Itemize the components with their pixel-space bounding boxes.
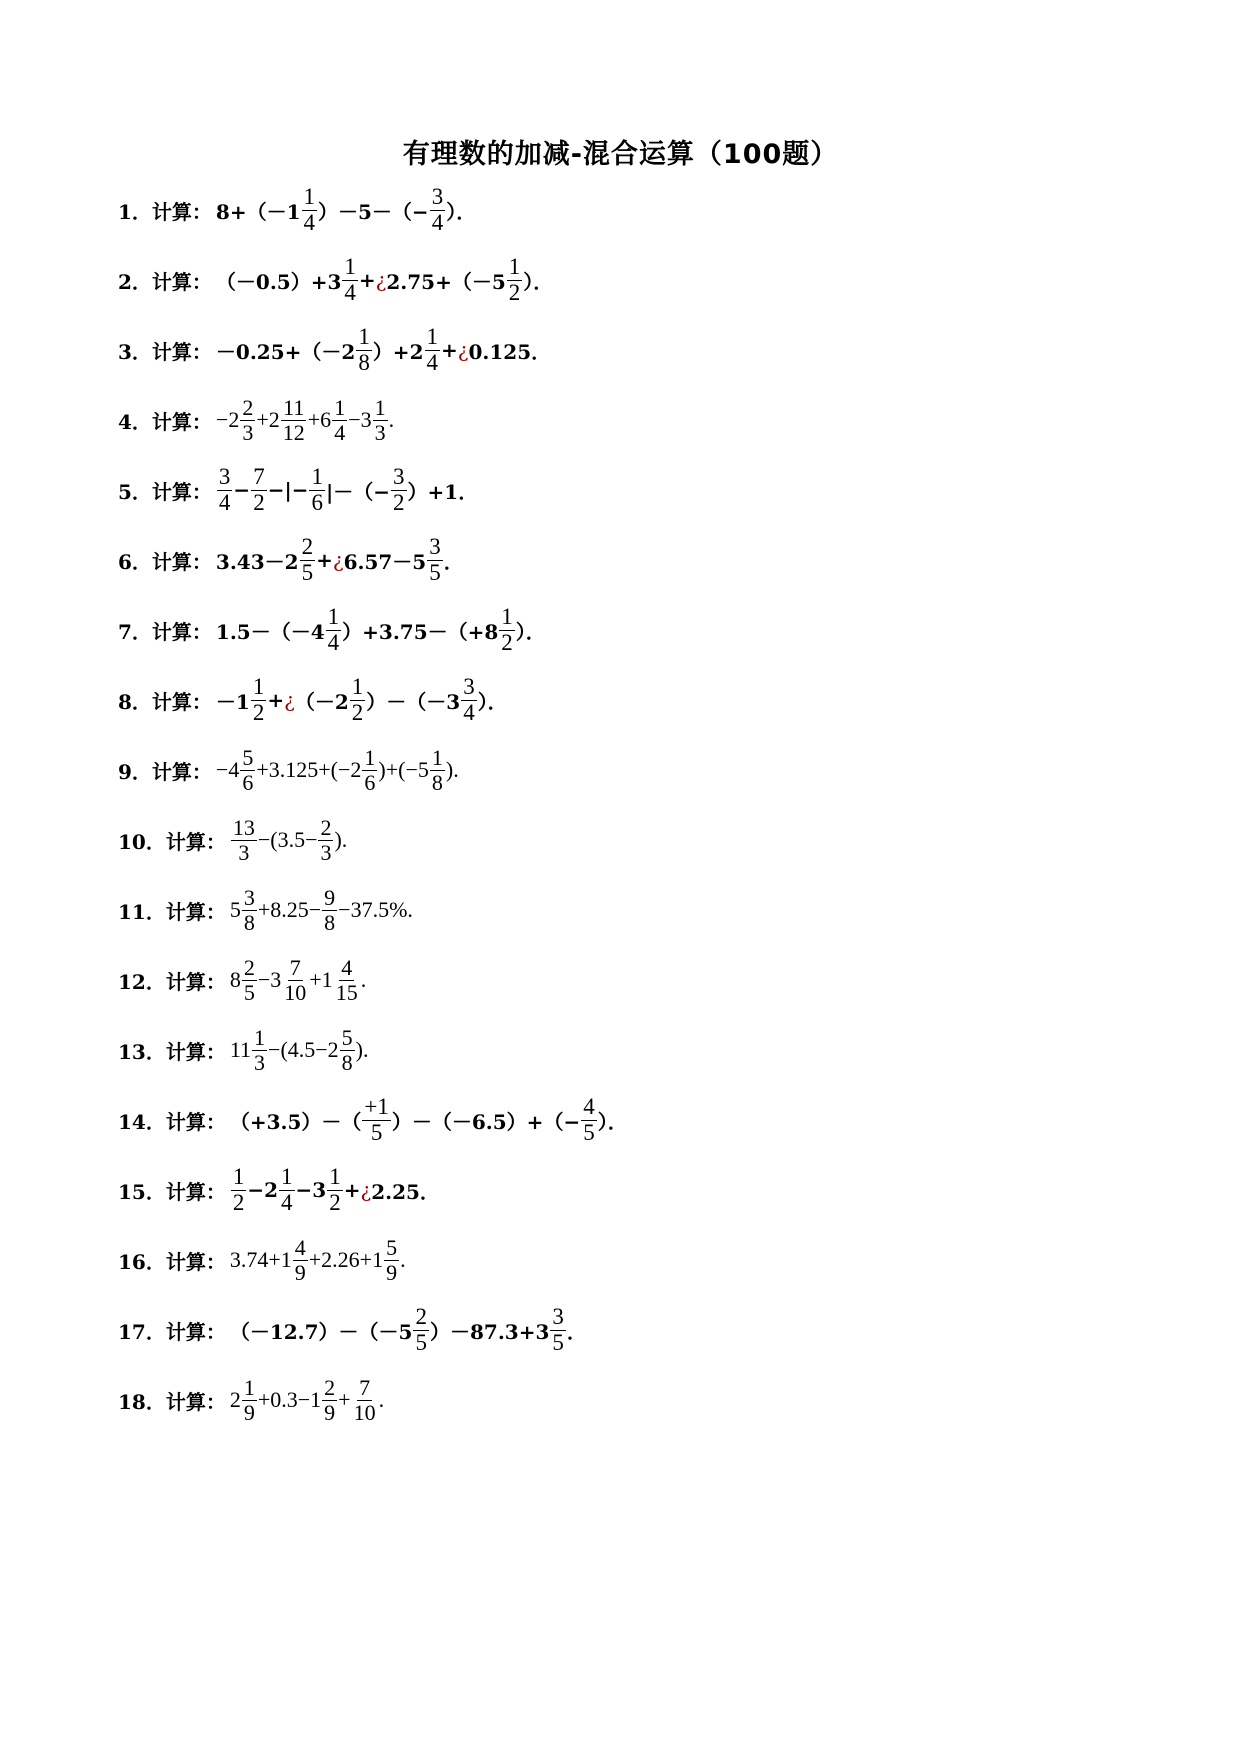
problem-label: 计算： [165,899,226,924]
expression-text: 2.25． [371,1179,440,1204]
fraction-denominator: 3 [374,419,386,445]
problem-label: 计算： [151,339,212,364]
expression-text: +3.125+(−2 [256,757,362,782]
problem-expression [216,746,459,793]
problem-expression [230,886,413,933]
fraction-denominator: 4 [218,489,231,515]
fraction-numerator: 1 [281,1164,293,1190]
expression-text: ． [443,549,464,574]
fraction-denominator: 8 [341,1049,353,1075]
fraction-denominator: 5 [370,1119,383,1145]
expression-text: ）． [477,689,508,714]
fraction-numerator: 1 [431,745,443,771]
expression-text: + [441,338,458,362]
expression-text: 2 [229,1387,241,1412]
fraction [240,746,255,793]
fraction-numerator: 3 [463,674,475,700]
fraction-numerator: 1 [232,1164,245,1190]
problem-label: 计算： [151,759,212,784]
expression-text: + [267,688,285,712]
fraction [309,465,325,514]
fraction-numerator: 7 [289,955,301,981]
expression-text: ). [445,757,459,782]
fraction-numerator: 3 [552,1304,564,1330]
problem-expression [230,1026,369,1073]
fraction-denominator: 6 [364,769,376,795]
fraction [430,185,446,234]
fraction-numerator: 1 [243,1375,255,1401]
expression-text: + [343,1178,361,1202]
fraction-numerator: 1 [426,324,438,350]
expression-text: ）－5－（− [318,199,429,224]
problem-row [118,180,476,240]
fraction [391,465,407,514]
problem-row [118,950,366,1010]
fraction [240,396,255,443]
fraction [332,396,347,443]
problem-expression [216,396,394,443]
problem-number: 1． [118,199,152,224]
fraction-denominator: 4 [431,209,444,235]
problem-row [118,1090,628,1150]
expression-text: 6.57－5 [343,549,427,574]
expression-text: ）． [446,199,477,224]
problem-row [118,1020,369,1080]
expression-text: −4 [215,757,240,782]
fraction-numerator: 1 [374,395,386,421]
fraction-numerator: 7 [359,1375,371,1401]
fraction-denominator: 5 [552,1329,564,1355]
fraction-denominator: 5 [243,979,255,1005]
fraction-denominator: 4 [463,699,475,725]
expression-text: −(4.5−2 [268,1037,339,1062]
problem-label: 计算： [165,1389,226,1414]
fraction [252,1026,267,1073]
expression-text: −(3.5− [257,827,318,852]
expression-text: 0.125． [468,339,552,364]
expression-text: 1.5－（－4 [215,619,325,644]
expression-text: − [233,478,251,502]
fraction [322,1376,337,1423]
fraction [461,675,477,724]
inverted-question-mark: ¿ [332,548,344,572]
problem-expression [230,956,366,1003]
fraction [350,675,366,724]
fraction [282,956,308,1003]
fraction-denominator: 4 [303,209,316,235]
fraction [302,185,318,234]
fraction-denominator: 12 [282,419,305,445]
expression-text: 11 [229,1037,252,1062]
problem-expression [216,325,551,374]
inverted-question-mark: ¿ [375,268,387,292]
expression-text: 8 [229,967,241,992]
expression-text: 5 [229,897,241,922]
fraction-denominator: 4 [281,1189,293,1215]
fraction-numerator: 2 [242,395,254,421]
problem-row [118,320,551,380]
problem-number: 11． [118,899,166,924]
problem-expression [216,255,553,304]
fraction-denominator: 8 [324,909,336,935]
problem-number: 8． [118,689,152,714]
fraction-denominator: 6 [242,769,254,795]
fraction-denominator: 2 [501,629,513,655]
expression-text: ）． [515,619,546,644]
fraction [342,255,358,304]
fraction-denominator: 3 [320,839,332,865]
expression-text: +1 [309,967,333,992]
expression-text: . [388,407,395,432]
fraction [326,605,342,654]
fraction-denominator: 2 [232,1189,245,1215]
fraction-denominator: 5 [429,559,441,585]
problem-number: 13． [118,1039,166,1064]
fraction [242,956,257,1003]
expression-text: ）． [523,269,554,294]
expression-text: ）． [597,1109,628,1134]
fraction-numerator: 4 [294,1235,306,1261]
problem-expression [230,1236,406,1283]
problem-label: 计算： [165,1179,226,1204]
fraction-numerator: 1 [501,604,513,630]
problem-expression [230,1095,628,1144]
fraction-numerator: 3 [431,184,444,210]
fraction-denominator: 3 [242,419,254,445]
fraction-denominator: 2 [329,1189,341,1215]
expression-text: ）－87.3+3 [429,1319,550,1344]
expression-text: －1 [215,689,250,714]
fraction [362,1095,390,1144]
problem-label: 计算： [151,689,212,714]
fraction-denominator: 5 [583,1119,595,1145]
fraction [279,1165,295,1214]
fraction [362,746,377,793]
fraction-numerator: 1 [334,395,346,421]
problem-expression [216,185,476,234]
problem-number: 5． [118,479,152,504]
problem-expression [230,816,347,863]
fraction [581,1095,597,1144]
problem-number: 2． [118,269,152,294]
fraction-numerator: 2 [415,1304,427,1330]
expression-text: . [360,967,367,992]
expression-text: −37.5%. [338,897,413,922]
problem-row [118,1300,587,1360]
expression-text: −3 [348,407,372,432]
fraction [507,255,523,304]
fraction [430,746,445,793]
expression-text: 8+（－1 [215,199,301,224]
fraction-numerator: 1 [358,324,370,350]
fraction-denominator: 4 [327,629,340,655]
problem-label: 计算： [165,1249,226,1274]
problem-row [118,1160,440,1220]
problem-row [118,1230,406,1290]
expression-text: ）+2 [372,339,424,364]
fraction [293,1236,308,1283]
problem-row [118,460,478,520]
expression-text: −|− [267,478,309,502]
fraction-numerator: 2 [320,815,332,841]
fraction-numerator: 5 [242,745,254,771]
fraction [384,1236,399,1283]
fraction-denominator: 9 [294,1259,306,1285]
expression-text: + [316,548,333,572]
expression-text: ． [566,1319,587,1344]
inverted-question-mark: ¿ [284,688,295,712]
expression-text: （－0.5）+3 [215,269,342,294]
expression-text: + [338,1387,351,1412]
problem-number: 3． [118,339,152,364]
problem-row [118,530,464,590]
problem-expression [230,1376,384,1423]
expression-text: +2.26+1 [308,1247,384,1272]
fraction [499,605,515,654]
problem-row [118,670,508,730]
fraction-denominator: 3 [254,1049,266,1075]
fraction [427,535,443,584]
expression-text: . [378,1387,385,1412]
fraction-numerator: 1 [254,1025,266,1051]
expression-text: −3 [295,1178,327,1202]
problem-label: 计算： [165,969,226,994]
fraction-numerator: 1 [303,184,316,210]
problem-number: 10． [118,829,166,854]
fraction-denominator: 2 [351,699,364,725]
problem-expression [216,605,546,654]
fraction-numerator: 1 [344,254,356,280]
expression-text: ）+1． [407,479,479,504]
fraction [242,1376,257,1423]
fraction-numerator: 5 [341,1025,353,1051]
problem-number: 7． [118,619,152,644]
fraction-denominator: 4 [334,419,346,445]
expression-text: )+(−5 [378,757,429,782]
fraction [340,1026,355,1073]
fraction-numerator: 2 [243,955,255,981]
expression-text: ）－（－6.5）+（− [391,1109,581,1134]
problem-row [118,390,394,450]
fraction-denominator: 5 [301,559,314,585]
expression-text: +8.25− [257,897,322,922]
fraction-numerator: 3 [429,534,441,560]
problem-number: 16． [118,1249,166,1274]
expression-text: +0.3−1 [257,1387,322,1412]
fraction [413,1305,429,1354]
problem-label: 计算： [151,269,212,294]
problem-number: 14． [118,1109,166,1134]
problem-label: 计算： [165,1039,226,1064]
expression-text: −2 [247,1178,279,1202]
fraction [318,816,333,863]
problem-number: 18． [118,1389,166,1414]
fraction-numerator: 9 [324,885,336,911]
problem-expression [230,1165,440,1214]
fraction [352,1376,378,1423]
expression-text: +6 [307,407,332,432]
problem-label: 计算： [151,549,212,574]
fraction-numerator: 1 [252,674,265,700]
fraction [217,465,233,514]
expression-text: ）－（－3 [366,689,461,714]
page-title: 有理数的加减-混合运算（100题） [402,139,839,170]
fraction-denominator: 8 [358,349,370,375]
fraction [425,325,441,374]
fraction [251,465,267,514]
problem-number: 9． [118,759,152,784]
fraction [334,956,360,1003]
problem-row [118,880,413,940]
fraction-denominator: 9 [324,1399,336,1425]
fraction [327,1165,343,1214]
fraction-numerator: 5 [386,1235,398,1261]
fraction-denominator: 9 [243,1399,255,1425]
expression-text: ）+3.75－（+8 [342,619,499,644]
fraction-numerator: 1 [327,604,340,630]
problem-label: 计算： [165,829,226,854]
fraction-denominator: 3 [238,839,250,865]
expression-text: . [400,1247,406,1272]
fraction-denominator: 6 [311,489,323,515]
problem-row [118,600,546,660]
fraction [373,396,388,443]
fraction-numerator: 4 [583,1094,595,1120]
fraction-numerator: 3 [243,885,255,911]
fraction-numerator: 1 [508,254,521,280]
fraction [242,886,257,933]
problem-expression [216,675,508,724]
fraction-numerator: 3 [393,464,405,490]
expression-text: 3.43－2 [215,549,299,574]
expression-text: −2 [215,407,240,432]
problem-expression [216,535,464,584]
fraction-numerator: 1 [329,1164,341,1190]
fraction-denominator: 8 [431,769,443,795]
expression-text: －0.25+（－2 [215,339,356,364]
fraction-numerator: 7 [253,464,265,490]
expression-text: ). [334,827,348,852]
expression-text: −3 [257,967,282,992]
expression-text: （－12.7）－（－5 [229,1319,413,1344]
fraction-numerator: 1 [351,674,364,700]
expression-text: |－（− [325,479,391,504]
expression-text: 2.75+（－5 [386,269,506,294]
problem-row [118,1370,384,1430]
inverted-question-mark: ¿ [457,338,469,362]
expression-text: + [358,268,376,292]
problem-label: 计算： [151,479,212,504]
problem-row [118,740,459,800]
fraction-denominator: 15 [335,979,358,1005]
expression-text: +2 [256,407,280,432]
fraction-denominator: 10 [353,1399,376,1425]
problem-label: 计算： [165,1109,226,1134]
problem-label: 计算： [151,619,212,644]
fraction-denominator: 8 [243,909,255,935]
fraction-numerator: +1 [364,1094,389,1120]
expression-text: （－2 [294,689,349,714]
problem-label: 计算： [151,199,212,224]
problem-number: 4． [118,409,152,434]
fraction-denominator: 4 [344,279,356,305]
fraction [231,816,257,863]
fraction-numerator: 1 [364,745,376,771]
fraction-numerator: 2 [324,1375,336,1401]
fraction-numerator: 3 [218,464,231,490]
fraction [550,1305,566,1354]
problem-row [118,250,553,310]
fraction-denominator: 2 [508,279,521,305]
problem-number: 12． [118,969,166,994]
inverted-question-mark: ¿ [360,1178,372,1202]
fraction-denominator: 5 [415,1329,427,1355]
fraction [281,396,307,443]
fraction-numerator: 4 [341,955,353,981]
problem-number: 17． [118,1319,166,1344]
fraction-denominator: 2 [393,489,405,515]
fraction [231,1165,247,1214]
fraction [251,675,267,724]
fraction [322,886,337,933]
problem-label: 计算： [151,409,212,434]
expression-text: （+3.5）－（ [229,1109,362,1134]
problem-expression [216,465,478,514]
problem-expression [230,1305,587,1354]
fraction-denominator: 4 [426,349,438,375]
fraction-denominator: 2 [253,489,265,515]
problem-number: 15． [118,1179,166,1204]
fraction-numerator: 1 [311,464,323,490]
fraction-denominator: 9 [386,1259,398,1285]
expression-text: ). [355,1037,369,1062]
problem-label: 计算： [165,1319,226,1344]
fraction-numerator: 11 [283,395,305,421]
fraction-numerator: 13 [232,815,255,841]
fraction [300,535,316,584]
problem-number: 6． [118,549,152,574]
problem-row [118,810,347,870]
fraction-denominator: 10 [284,979,307,1005]
fraction [356,325,372,374]
expression-text: 3.74+1 [229,1247,292,1272]
fraction-numerator: 2 [301,534,314,560]
fraction-denominator: 2 [252,699,265,725]
